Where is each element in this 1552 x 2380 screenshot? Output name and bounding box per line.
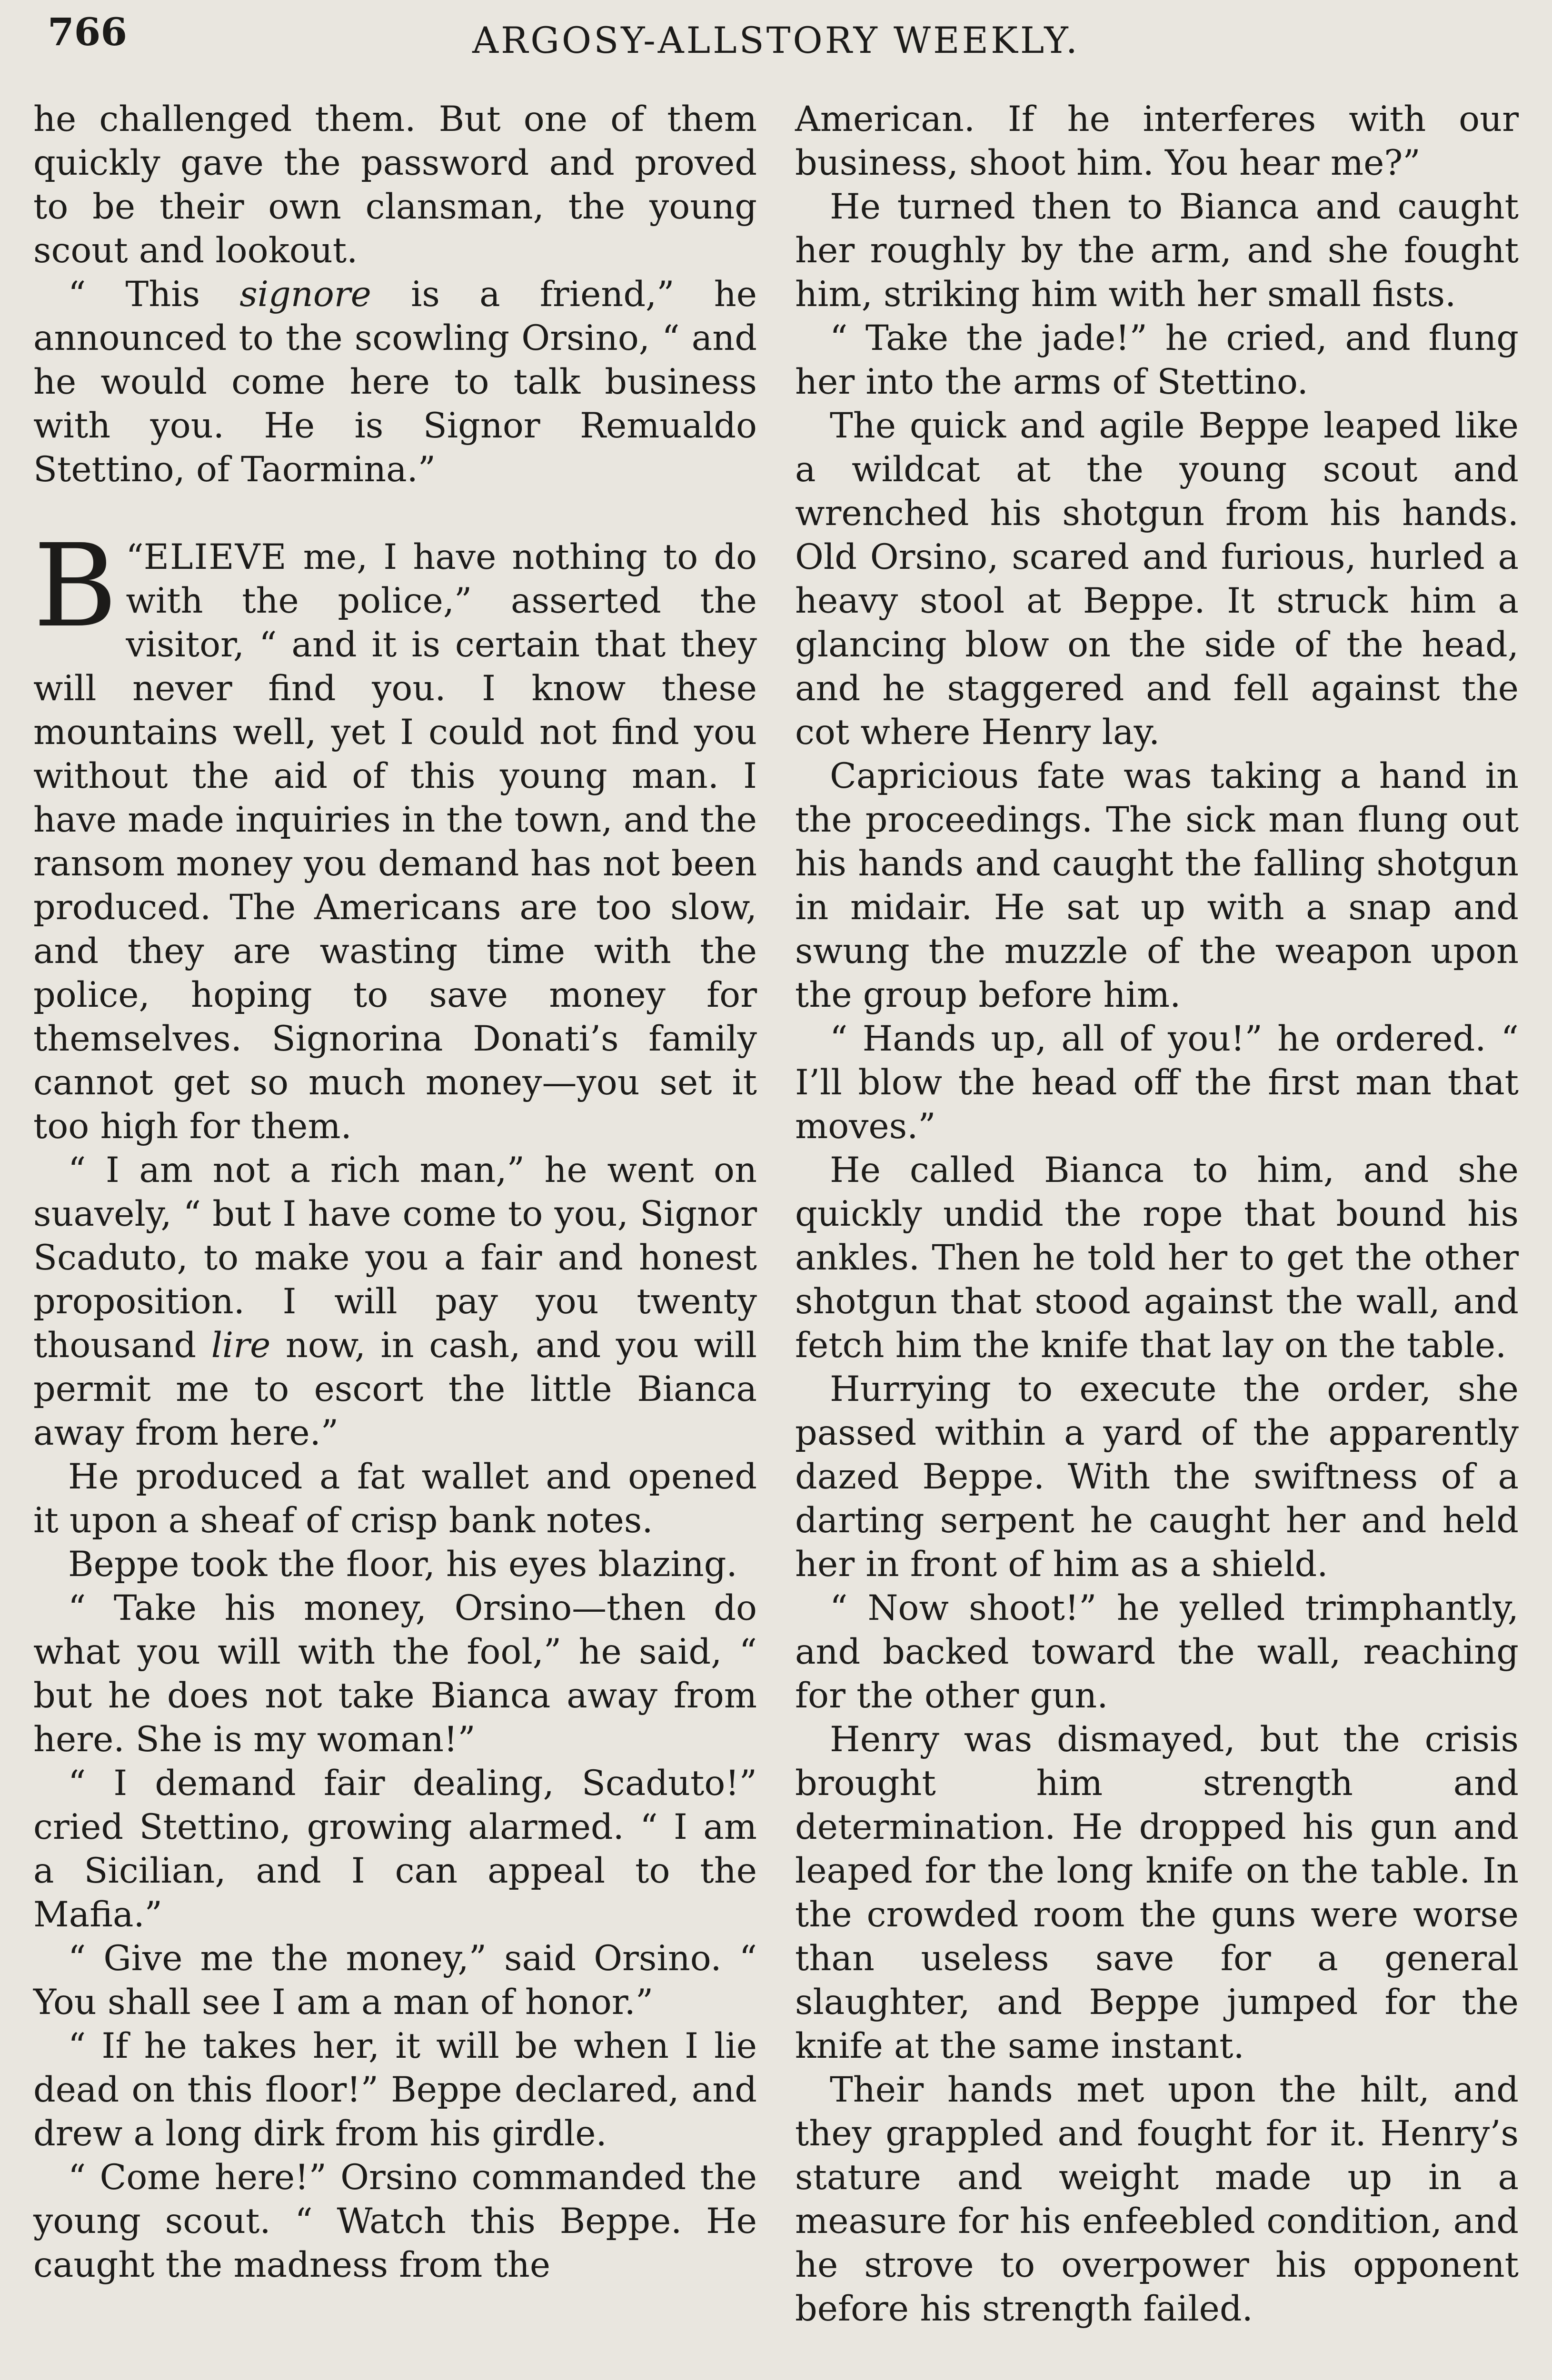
paragraph-text: “ This bbox=[68, 274, 240, 315]
paragraph-text: is a friend,” he announced to the scowling Orsino, “ and he would come here to talk business with you. He is Signor Remualdo Stettino, of Taormina.” bbox=[33, 274, 757, 490]
italic-word: lire bbox=[211, 1325, 271, 1366]
paragraph: he challenged them. But one of them quickly gave the password and proved to be their own clansman, the young scout and lookout. bbox=[33, 99, 757, 271]
opening-quote: “ bbox=[126, 537, 144, 577]
running-title: ARGOSY-ALLSTORY WEEKLY. bbox=[472, 19, 1080, 61]
paragraph: American. If he interferes with our business, shoot him. You hear me?” bbox=[795, 99, 1519, 183]
right-column bbox=[795, 98, 1519, 2331]
paragraph bbox=[33, 1149, 757, 1455]
page-header bbox=[33, 10, 1519, 62]
paragraph: The quick and agile Beppe leaped like a wildcat at the young scout and wrenched his shotgun from his hands. Old Orsino, scared and furious, hurled a heavy stool at Beppe. It struck him a glancing blow on the side of the head, and he staggered and fell against the cot where Henry lay. bbox=[795, 406, 1519, 753]
paragraph: Their hands met upon the hilt, and they grappled and fought for it. Henry’s stature and weight made up in a measure for his enfeebled condition, and he strove to overpower his opponent before his strength failed. bbox=[795, 2070, 1519, 2329]
paragraph: He called Bianca to him, and she quickly undid the rope that bound his ankles. Then he told her to get the other shotgun that stood against the wall, and fetch him the knife that lay on the table. bbox=[795, 1150, 1519, 1366]
page-number: 766 bbox=[48, 10, 127, 54]
paragraph: Hurrying to execute the order, she passed within a yard of the apparently dazed Beppe. With the swiftness of a darting serpent he caught her and held her in front of him as a shield. bbox=[795, 1369, 1519, 1585]
left-column bbox=[33, 98, 757, 2287]
paragraph: Capricious fate was taking a hand in the proceedings. The sick man flung out his hands and caught the falling shotgun in midair. He sat up with a snap and swung the muzzle of the weapon upon the group before him. bbox=[795, 756, 1519, 1015]
paragraph-text: me, I have nothing to do with the police,” asserted the visitor, “ and it is certain that they will never find you. I know these mountains well, yet I could not find you without the aid of this young man. I have made inquiries in the town, and the ransom money you demand has not been produced. The Americans are too slow, and they are wasting time with the police, hoping to save money for themselves. Signorina Donati’s family cannot get so much money—you set it too high for them. bbox=[33, 537, 757, 1147]
paragraph: “ Take his money, Orsino—then do what you will with the fool,” he said, “ but he does not take Bianca away from here. She is my woman!” bbox=[33, 1588, 757, 1760]
italic-word: signore bbox=[239, 274, 371, 315]
paragraph: He turned then to Bianca and caught her roughly by the arm, and she fought him, striking him with her small fists. bbox=[795, 187, 1519, 315]
paragraph: Beppe took the floor, his eyes blazing. bbox=[68, 1544, 737, 1585]
paragraph: “ Take the jade!” he cried, and flung her into the arms of Stettino. bbox=[795, 318, 1519, 402]
paragraph: “ If he takes her, it will be when I lie dead on this floor!” Beppe declared, and drew a long dirk from his girdle. bbox=[33, 2026, 757, 2154]
paragraph: “ Come here!” Orsino commanded the young scout. “ Watch this Beppe. He caught the madness from the bbox=[33, 2157, 757, 2285]
paragraph-text: “ I am not a rich man,” he went on suavely, “ but I have come to you, Signor Scaduto, to make you a fair and honest proposition. I will pay you twenty thousand bbox=[33, 1150, 757, 1366]
paragraph bbox=[33, 273, 757, 492]
paragraph: “ Give me the money,” said Orsino. “ You shall see I am a man of honor.” bbox=[33, 1938, 757, 2023]
paragraph: Henry was dismayed, but the crisis brought him strength and determination. He dropped his gun and leaped for the long knife on the table. In the crowded room the guns were worse than useless save for a general slaughter, and Beppe jumped for the knife at the same instant. bbox=[795, 1719, 1519, 2066]
section-start-paragraph bbox=[33, 519, 757, 1149]
small-caps-word: ELIEVE bbox=[143, 537, 288, 577]
drop-cap: B bbox=[33, 519, 118, 653]
paragraph: He produced a fat wallet and opened it upon a sheaf of crisp bank notes. bbox=[33, 1457, 757, 1541]
paragraph: “ Hands up, all of you!” he ordered. “ I’ll blow the head off the first man that moves.” bbox=[795, 1019, 1519, 1147]
paragraph: “ Now shoot!” he yelled trimphantly, and backed toward the wall, reaching for the other gun. bbox=[795, 1588, 1519, 1716]
paragraph: “ I demand fair dealing, Scaduto!” cried Stettino, growing alarmed. “ I am a Sicilian, and I can appeal to the Mafia.” bbox=[33, 1763, 757, 1935]
paragraph-text: now, in cash, and you will permit me to escort the little Bianca away from here.” bbox=[33, 1325, 757, 1453]
